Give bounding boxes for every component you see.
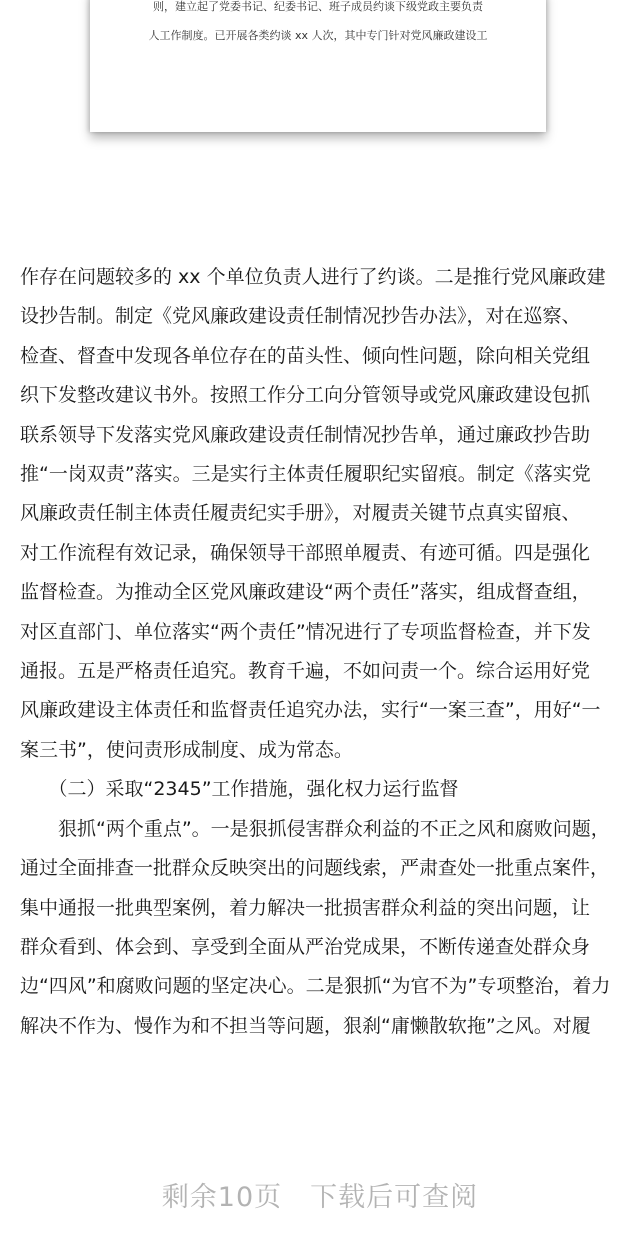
body-line: 案三书”，使问责形成制度、成为常态。 — [20, 738, 353, 761]
body-line: 通报。五是严格责任追究。教育千遍，不如问责一个。综合运用好党 — [20, 660, 591, 683]
body-line: 对区直部门、单位落实“两个责任”情况进行了专项监督检查，并下发 — [20, 620, 591, 643]
body-line: 通过全面排查一批群众反映突出的问题线索，严肃查处一批重点案件， — [20, 857, 610, 880]
preview-page-card — [90, 0, 546, 132]
body-line: 边“四风”和腐败问题的坚定决心。二是狠抓“为官不为”专项整治，着力 — [20, 975, 611, 998]
body-line: 监督检查。为推动全区党风廉政建设“两个责任”落实，组成督查组， — [20, 581, 591, 604]
document-body — [20, 258, 625, 1046]
preview-line: 人工作制度。已开展各类约谈 xx 人次，其中专门针对党风廉政建设工 — [148, 29, 488, 42]
body-line: 风廉政责任制主体责任履责纪实手册》，对履责关键节点真实留痕、 — [20, 502, 581, 525]
body-line: 设抄告制。制定《党风廉政建设责任制情况抄告办法》，对在巡察、 — [20, 305, 581, 328]
body-line: 织下发整改建议书外。按照工作分工向分管领导或党风廉政建设包抓 — [20, 384, 591, 407]
body-line: 对工作流程有效记录，确保领导干部照单履责、有迹可循。四是强化 — [20, 541, 591, 564]
preview-line: 则，建立起了党委书记、纪委书记、班子成员约谈下级党政主要负责 — [153, 0, 483, 13]
body-line: 检查、督查中发现各单位存在的苗头性、倾向性问题，除向相关党组 — [20, 344, 591, 367]
body-line: 推“一岗双责”落实。三是实行主体责任履职纪实留痕。制定《落实党 — [20, 463, 591, 486]
body-line: 联系领导下发落实党风廉政建设责任制情况抄告单，通过廉政抄告助 — [20, 423, 591, 446]
body-line: 群众看到、体会到、享受到全面从严治党成果，不断传递查处群众身 — [20, 935, 591, 958]
body-line: 狠抓“两个重点”。一是狠抓侵害群众利益的不正之风和腐败问题， — [20, 817, 610, 840]
body-line: 风廉政建设主体责任和监督责任追究办法，实行“一案三查”，用好“一 — [20, 699, 601, 722]
remaining-pages-tip[interactable]: 剩余10页 下载后可查阅 — [161, 1182, 479, 1213]
body-line: 作存在问题较多的 xx 个单位负责人进行了约谈。二是推行党风廉政建 — [20, 266, 606, 288]
body-line: 解决不作为、慢作为和不担当等问题，狠刹“庸懒散软拖”之风。对履 — [20, 1014, 591, 1037]
body-line: 集中通报一批典型案例，着力解决一批损害群众利益的突出问题，让 — [20, 896, 591, 919]
section-heading: （二）采取“2345”工作措施，强化权力运行监督 — [20, 778, 459, 801]
